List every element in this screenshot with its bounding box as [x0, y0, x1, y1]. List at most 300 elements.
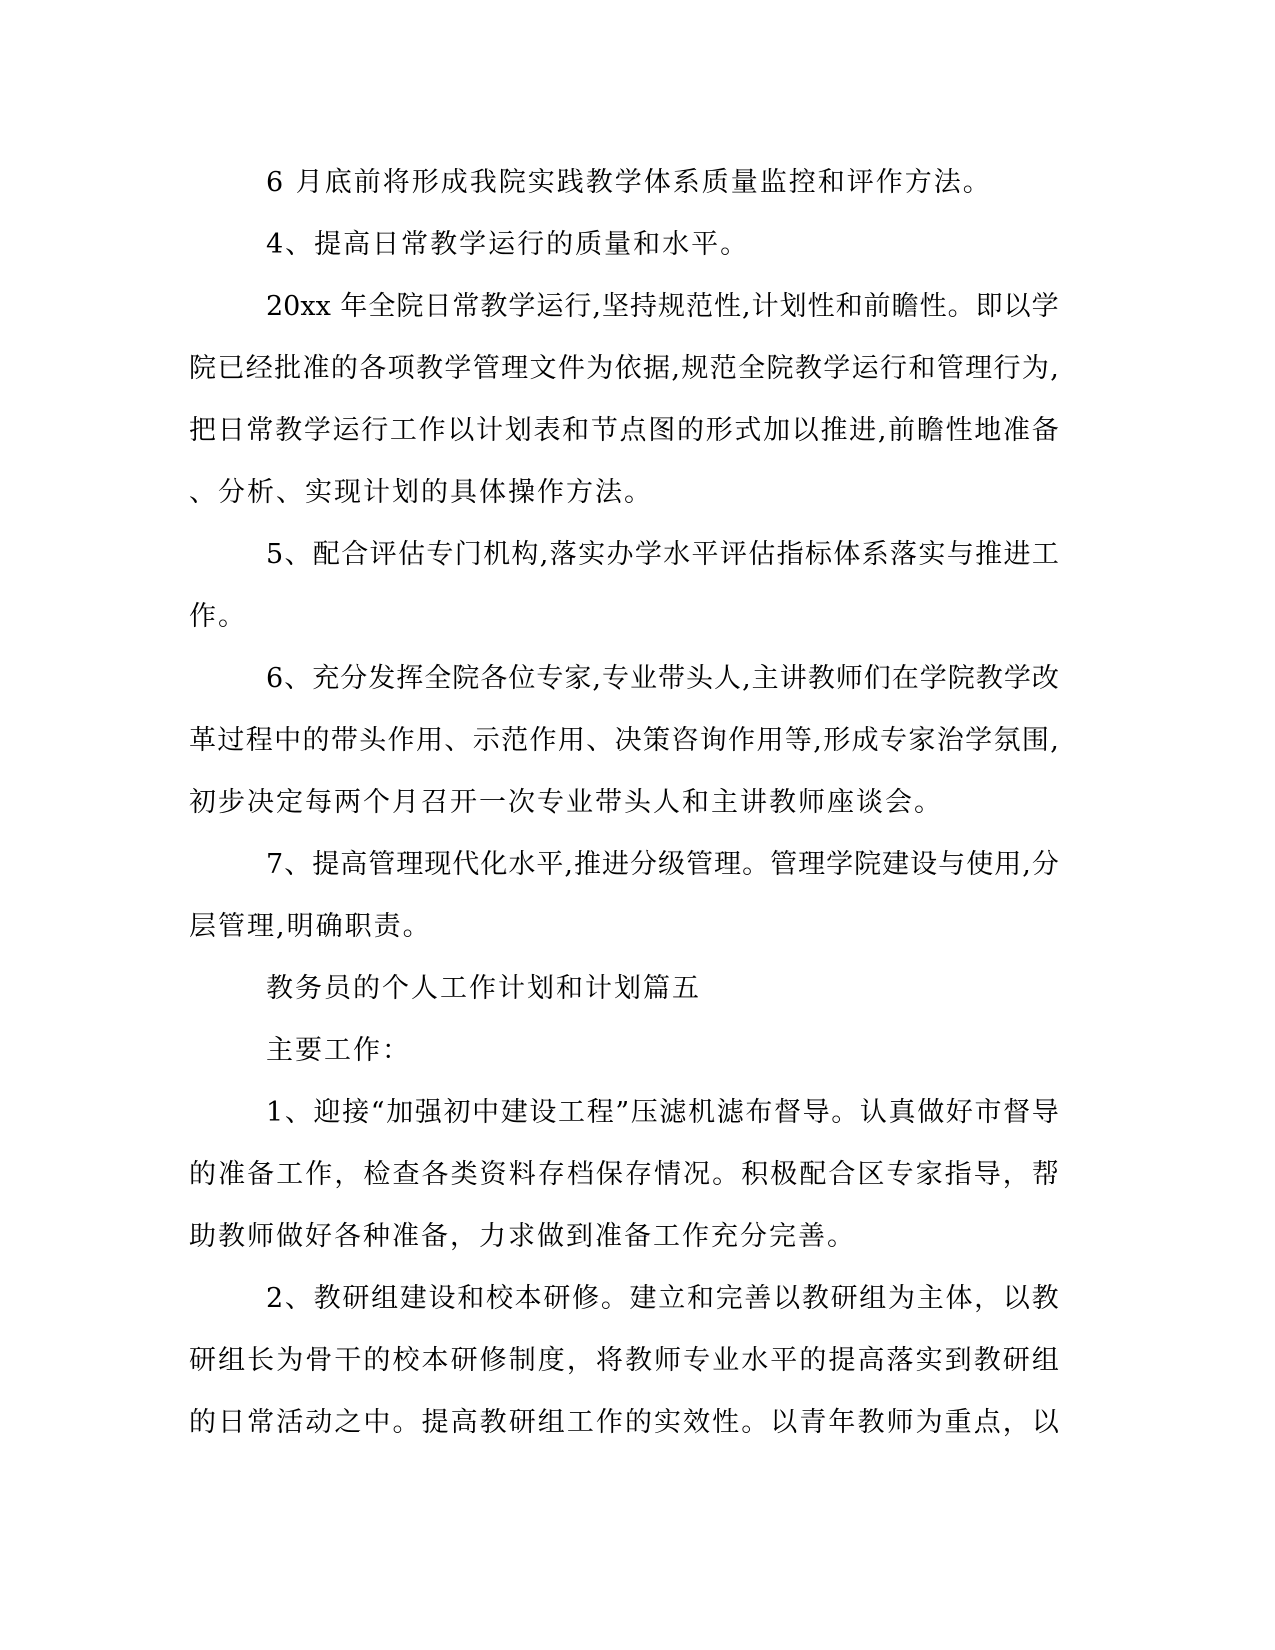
glyph-run: 各 — [359, 353, 387, 384]
glyph-run: 设 — [529, 1097, 557, 1128]
text-line — [189, 1082, 1059, 1144]
glyph-run: 分 — [630, 849, 657, 880]
glyph-run: 常 — [246, 415, 274, 446]
text-line: 助教师做好各种准备，力求做到准备工作充分完善。 — [189, 1221, 856, 1252]
glyph-run: 点 — [973, 1407, 1001, 1438]
glyph-run: 行 — [361, 415, 389, 446]
glyph-run: 院 — [947, 663, 975, 694]
glyph-run: 专 — [683, 1345, 711, 1376]
glyph-run: 以 — [1002, 1283, 1030, 1314]
glyph-run: 专 — [879, 725, 907, 756]
glyph-run: 6 — [266, 663, 284, 694]
glyph-run: 作 — [418, 415, 446, 446]
text-line: 初步决定每两个月召开一次专业带头人和主讲教师座谈会。 — [189, 787, 943, 818]
glyph-run: 存 — [624, 1159, 652, 1190]
glyph-run: 平 — [770, 1345, 798, 1376]
glyph-run: 家 — [908, 725, 936, 756]
glyph-run: 落 — [886, 1345, 914, 1376]
glyph-run: 学 — [965, 725, 993, 756]
glyph-run: 。 — [712, 1159, 740, 1190]
glyph-run: , — [877, 415, 887, 446]
glyph-run: 院 — [189, 353, 216, 384]
glyph-run: 中 — [363, 1407, 391, 1438]
glyph-run: 建 — [399, 1283, 427, 1314]
glyph-run: 为 — [915, 1407, 943, 1438]
glyph-run: 过 — [217, 725, 245, 756]
glyph-run: 规 — [681, 353, 709, 384]
glyph-run: 人 — [714, 663, 742, 694]
glyph-run: 。 — [600, 1283, 628, 1314]
glyph-run: 学 — [1003, 663, 1031, 694]
glyph-run: 以 — [1031, 1407, 1059, 1438]
glyph-run: 计 — [476, 415, 504, 446]
glyph-run: 专 — [886, 1159, 914, 1190]
glyph-run: 业 — [630, 663, 657, 694]
glyph-run: 干 — [334, 1345, 362, 1376]
glyph-run: 管 — [368, 849, 396, 880]
glyph-run: 改 — [1031, 663, 1059, 694]
glyph-run: 导 — [1031, 1097, 1059, 1128]
glyph-run: 、 — [284, 539, 312, 570]
glyph-run: 进 — [1003, 539, 1031, 570]
glyph-run: ， — [1002, 1407, 1030, 1438]
glyph-run: 重 — [944, 1407, 972, 1438]
glyph-run: , — [671, 353, 680, 384]
glyph-run: 学 — [826, 849, 854, 880]
glyph-run: 性 — [945, 415, 973, 446]
glyph-run: , — [1022, 849, 1031, 880]
text-line: 层管理,明确职责。 — [189, 911, 432, 942]
text-line: 教务员的个人工作计划和计划篇五 — [266, 973, 701, 1004]
text-line: 、分析、实现计划的具体操作方法。 — [189, 477, 653, 508]
glyph-run: 式 — [734, 415, 762, 446]
glyph-run: 导 — [973, 1159, 1001, 1190]
glyph-run: 主 — [916, 1283, 944, 1314]
glyph-run: 理 — [798, 849, 826, 880]
glyph-run: 骨 — [305, 1345, 333, 1376]
glyph-run: 运 — [332, 415, 360, 446]
glyph-run: 的 — [189, 1159, 216, 1190]
glyph-run: 理 — [396, 849, 424, 880]
glyph-run: 教 — [857, 1407, 885, 1438]
glyph-run: 检 — [363, 1159, 391, 1190]
glyph-run: 位 — [508, 663, 536, 694]
glyph-run: 学 — [634, 539, 662, 570]
glyph-run: 师 — [886, 1407, 914, 1438]
glyph-run: 的 — [363, 1345, 391, 1376]
glyph-run: 作 — [728, 725, 756, 756]
glyph-run: 全 — [424, 663, 452, 694]
glyph-run: 各 — [480, 663, 508, 694]
glyph-run: 况 — [683, 1159, 711, 1190]
glyph-run: 师 — [654, 1345, 681, 1376]
glyph-run: 日 — [424, 291, 452, 322]
glyph-run: 布 — [745, 1097, 773, 1128]
glyph-run: 备 — [247, 1159, 275, 1190]
glyph-run: 治 — [936, 725, 964, 756]
glyph-run: 规 — [658, 291, 685, 322]
glyph-run: 常 — [247, 1407, 275, 1438]
glyph-run: 系 — [861, 539, 889, 570]
glyph-run: 导 — [802, 1097, 830, 1128]
glyph-run: 滤 — [659, 1097, 687, 1128]
glyph-run: 性 — [714, 291, 741, 322]
glyph-run: 组 — [859, 1283, 887, 1314]
glyph-run: 等 — [784, 725, 812, 756]
glyph-run: 依 — [614, 353, 642, 384]
glyph-run: 本 — [421, 1345, 449, 1376]
glyph-run: 配 — [312, 539, 340, 570]
glyph-run: 组 — [218, 1345, 246, 1376]
glyph-run: 询 — [699, 725, 727, 756]
glyph-run: 以 — [447, 415, 475, 446]
glyph-run: 行 — [879, 353, 907, 384]
glyph-run: , — [539, 539, 549, 570]
glyph-run: 善 — [744, 1283, 772, 1314]
text-line — [189, 338, 1059, 400]
glyph-run: 运 — [851, 353, 879, 384]
glyph-run: 作 — [305, 1159, 333, 1190]
glyph-run: “ — [370, 1097, 385, 1128]
glyph-run: 讲 — [779, 663, 807, 694]
glyph-run: 在 — [891, 663, 919, 694]
glyph-run: 初 — [443, 1097, 471, 1128]
glyph-run: 的 — [330, 353, 358, 384]
glyph-run: 市 — [974, 1097, 1002, 1128]
glyph-run: 将 — [595, 1345, 623, 1376]
glyph-run: 地 — [974, 415, 1002, 446]
glyph-run: 专 — [601, 663, 629, 694]
glyph-run: 配 — [799, 1159, 827, 1190]
glyph-run: 家 — [564, 663, 592, 694]
text-line — [189, 1144, 1059, 1206]
document-body — [189, 152, 1059, 1454]
glyph-run: ， — [1002, 1159, 1030, 1190]
glyph-run: 实 — [654, 1407, 681, 1438]
glyph-run: , — [1050, 353, 1059, 384]
glyph-run: 学 — [823, 353, 851, 384]
glyph-run: 水 — [663, 539, 691, 570]
glyph-run: 度 — [537, 1345, 565, 1376]
glyph-run: 各 — [421, 1159, 449, 1190]
glyph-run: 真 — [888, 1097, 916, 1128]
glyph-run: 平 — [691, 539, 719, 570]
glyph-run: 常 — [452, 291, 480, 322]
glyph-run: 加 — [763, 415, 791, 446]
glyph-run: 咨 — [671, 725, 699, 756]
glyph-run: 、 — [444, 725, 472, 756]
glyph-run: 工 — [1031, 539, 1059, 570]
glyph-run: 建 — [882, 849, 910, 880]
glyph-run: 为 — [586, 353, 614, 384]
glyph-run: 研 — [508, 1407, 536, 1438]
glyph-run: 机 — [688, 1097, 716, 1128]
glyph-run: 管 — [770, 849, 798, 880]
glyph-run: 推 — [820, 415, 848, 446]
glyph-run: ， — [334, 1159, 362, 1190]
glyph-run: 头 — [359, 725, 387, 756]
glyph-run: 、 — [284, 1283, 312, 1314]
glyph-run: 的 — [624, 1407, 652, 1438]
glyph-run: 化 — [480, 849, 508, 880]
glyph-run: 组 — [537, 1407, 565, 1438]
glyph-run: 到 — [944, 1345, 972, 1376]
glyph-run: 使 — [966, 849, 994, 880]
glyph-run: 、 — [284, 1097, 312, 1128]
glyph-run: 工 — [558, 1097, 586, 1128]
glyph-run: 代 — [452, 849, 480, 880]
text-line — [189, 710, 1059, 772]
text-line: 主要工作： — [266, 1035, 411, 1066]
glyph-run: 标 — [804, 539, 832, 570]
glyph-run: 专 — [426, 539, 454, 570]
glyph-run: 教 — [275, 415, 303, 446]
text-line — [189, 834, 1059, 896]
glyph-run: 持 — [630, 291, 657, 322]
glyph-run: 把 — [189, 415, 216, 446]
text-line — [189, 1330, 1059, 1392]
glyph-run: 指 — [776, 539, 804, 570]
glyph-run: 程 — [586, 1097, 614, 1128]
glyph-run: , — [1050, 725, 1059, 756]
glyph-run: 前 — [863, 291, 891, 322]
glyph-run: 提 — [828, 1345, 856, 1376]
glyph-run: 强 — [414, 1097, 442, 1128]
glyph-run: 加 — [386, 1097, 414, 1128]
glyph-run: 以 — [1003, 291, 1031, 322]
glyph-run: 的 — [302, 725, 330, 756]
glyph-run: 研 — [1002, 1345, 1030, 1376]
glyph-run: 推 — [975, 539, 1003, 570]
glyph-run: 存 — [537, 1159, 565, 1190]
glyph-run: 示 — [472, 725, 500, 756]
glyph-run: 管 — [686, 849, 714, 880]
glyph-run: 教 — [480, 291, 508, 322]
glyph-run: 动 — [305, 1407, 333, 1438]
glyph-run: 即 — [975, 291, 1003, 322]
glyph-run: 的 — [799, 1345, 827, 1376]
glyph-run: 表 — [533, 415, 561, 446]
glyph-run: 用 — [756, 725, 784, 756]
glyph-run: 落 — [890, 539, 918, 570]
glyph-run: 专 — [536, 663, 564, 694]
glyph-run: 建 — [500, 1097, 528, 1128]
glyph-run: 研 — [543, 1283, 571, 1314]
glyph-run: 类 — [450, 1159, 478, 1190]
glyph-run: 落 — [549, 539, 577, 570]
glyph-run: 20xx — [266, 291, 340, 322]
glyph-run: 制 — [508, 1345, 536, 1376]
glyph-run: 学 — [1031, 291, 1059, 322]
glyph-run: 用 — [557, 725, 585, 756]
glyph-run: 家 — [915, 1159, 943, 1190]
glyph-run: 滤 — [716, 1097, 744, 1128]
glyph-run: 年 — [340, 291, 368, 322]
glyph-run: 区 — [857, 1159, 885, 1190]
glyph-run: 分 — [340, 663, 368, 694]
glyph-run: 压 — [630, 1097, 658, 1128]
glyph-run: 策 — [643, 725, 670, 756]
glyph-run: 形 — [823, 725, 851, 756]
glyph-run: 主 — [751, 663, 779, 694]
glyph-run: 青 — [799, 1407, 827, 1438]
glyph-run: 围 — [1021, 725, 1049, 756]
glyph-run: 提 — [312, 849, 340, 880]
glyph-run: 推 — [573, 849, 601, 880]
glyph-run: 程 — [245, 725, 273, 756]
glyph-run: 教 — [624, 1345, 652, 1376]
glyph-run: 指 — [944, 1159, 972, 1190]
glyph-run: 日 — [217, 415, 245, 446]
glyph-run: 已 — [217, 353, 245, 384]
glyph-run: 备 — [1031, 415, 1059, 446]
glyph-run: 提 — [421, 1407, 449, 1438]
glyph-run: 1 — [266, 1097, 284, 1128]
glyph-run: 合 — [341, 539, 369, 570]
glyph-run: 评 — [719, 539, 747, 570]
glyph-run: 工 — [566, 1407, 594, 1438]
glyph-run: 准 — [218, 1159, 246, 1190]
glyph-run: 坚 — [602, 291, 629, 322]
glyph-run: 决 — [614, 725, 642, 756]
glyph-run: 瞻 — [891, 291, 919, 322]
glyph-run: 以 — [791, 415, 819, 446]
glyph-run: 行 — [993, 353, 1021, 384]
glyph-run: ， — [974, 1283, 1002, 1314]
glyph-run: 前 — [888, 415, 916, 446]
glyph-run: 氛 — [993, 725, 1021, 756]
glyph-run: 高 — [340, 849, 368, 880]
glyph-run: , — [564, 849, 573, 880]
glyph-run: 查 — [392, 1159, 420, 1190]
glyph-run: 做 — [917, 1097, 945, 1128]
glyph-run: 学 — [508, 291, 536, 322]
glyph-run: 教 — [801, 1283, 829, 1314]
glyph-run: 学 — [444, 353, 472, 384]
glyph-run: 划 — [779, 291, 807, 322]
glyph-run: 理 — [965, 353, 993, 384]
glyph-run: 作 — [387, 725, 415, 756]
glyph-run: 性 — [712, 1407, 740, 1438]
glyph-run: 进 — [601, 849, 629, 880]
glyph-run: , — [742, 291, 751, 322]
glyph-run: 分 — [1031, 849, 1059, 880]
glyph-run: 头 — [686, 663, 714, 694]
text-line — [189, 1268, 1059, 1330]
glyph-run: 中 — [274, 725, 302, 756]
glyph-run: 管 — [472, 353, 500, 384]
glyph-run: 性 — [807, 291, 835, 322]
glyph-run: 研 — [830, 1283, 858, 1314]
glyph-run: 图 — [648, 415, 676, 446]
glyph-run: 革 — [189, 725, 216, 756]
glyph-run: 教 — [973, 1345, 1001, 1376]
glyph-run: 机 — [483, 539, 511, 570]
glyph-run: 好 — [945, 1097, 973, 1128]
glyph-run: 合 — [828, 1159, 856, 1190]
glyph-run: 准 — [1002, 415, 1030, 446]
glyph-run: 修 — [572, 1283, 600, 1314]
glyph-run: 活 — [276, 1407, 304, 1438]
glyph-run: 件 — [557, 353, 585, 384]
glyph-run: 用 — [994, 849, 1022, 880]
glyph-run: 和 — [835, 291, 863, 322]
glyph-run: 极 — [770, 1159, 798, 1190]
glyph-run: 工 — [276, 1159, 304, 1190]
glyph-run: 。 — [831, 1097, 859, 1128]
text-line — [189, 1392, 1059, 1454]
glyph-run: 。 — [947, 291, 975, 322]
glyph-run: 经 — [245, 353, 273, 384]
glyph-run: 学 — [919, 663, 947, 694]
glyph-run: 认 — [859, 1097, 887, 1128]
glyph-run: 级 — [658, 849, 686, 880]
glyph-run: 学 — [303, 415, 331, 446]
glyph-run: 范 — [709, 353, 737, 384]
glyph-run: 、 — [284, 849, 312, 880]
glyph-run: 积 — [741, 1159, 769, 1190]
glyph-run: 和 — [908, 353, 936, 384]
text-line — [189, 400, 1059, 462]
glyph-run: ， — [566, 1345, 594, 1376]
text-line — [189, 524, 1059, 586]
glyph-run: 教 — [794, 353, 822, 384]
glyph-run: 研 — [342, 1283, 370, 1314]
glyph-run: 形 — [705, 415, 733, 446]
glyph-run: 年 — [828, 1407, 856, 1438]
glyph-run: 设 — [910, 849, 938, 880]
glyph-run: 评 — [369, 539, 397, 570]
glyph-run: 管 — [936, 353, 964, 384]
glyph-run: 作 — [529, 725, 557, 756]
glyph-run: 帮 — [1031, 1159, 1059, 1190]
glyph-run: 水 — [741, 1345, 769, 1376]
text-line: 6 月底前将形成我院实践教学体系质量监控和评作方法。 — [266, 167, 992, 198]
glyph-run: 全 — [738, 353, 766, 384]
glyph-run: 运 — [536, 291, 564, 322]
glyph-run: 成 — [851, 725, 879, 756]
glyph-run: , — [742, 663, 751, 694]
glyph-run: 行 — [564, 291, 592, 322]
glyph-run: 修 — [479, 1345, 507, 1376]
glyph-run: 长 — [247, 1345, 275, 1376]
glyph-run: 估 — [397, 539, 425, 570]
glyph-run: 准 — [302, 353, 330, 384]
glyph-run: 范 — [686, 291, 713, 322]
glyph-run: , — [592, 291, 601, 322]
glyph-run: 批 — [274, 353, 302, 384]
glyph-run: 范 — [501, 725, 529, 756]
glyph-run: 性 — [919, 291, 947, 322]
glyph-run: 之 — [334, 1407, 362, 1438]
glyph-run: 2 — [266, 1283, 284, 1314]
glyph-run: 进 — [849, 415, 877, 446]
text-line — [189, 648, 1059, 710]
glyph-run: 。 — [741, 1407, 769, 1438]
glyph-run: 划 — [504, 415, 532, 446]
glyph-run: 实 — [915, 1345, 943, 1376]
glyph-run: 教 — [1031, 1283, 1059, 1314]
glyph-run: 接 — [342, 1097, 370, 1128]
glyph-run: 体 — [833, 539, 861, 570]
glyph-run: 组 — [371, 1283, 399, 1314]
glyph-run: 7 — [266, 849, 284, 880]
glyph-run: 估 — [748, 539, 776, 570]
glyph-run: 、 — [284, 663, 312, 694]
glyph-run: 校 — [392, 1345, 420, 1376]
glyph-run: 业 — [712, 1345, 740, 1376]
glyph-run: 和 — [686, 1283, 714, 1314]
